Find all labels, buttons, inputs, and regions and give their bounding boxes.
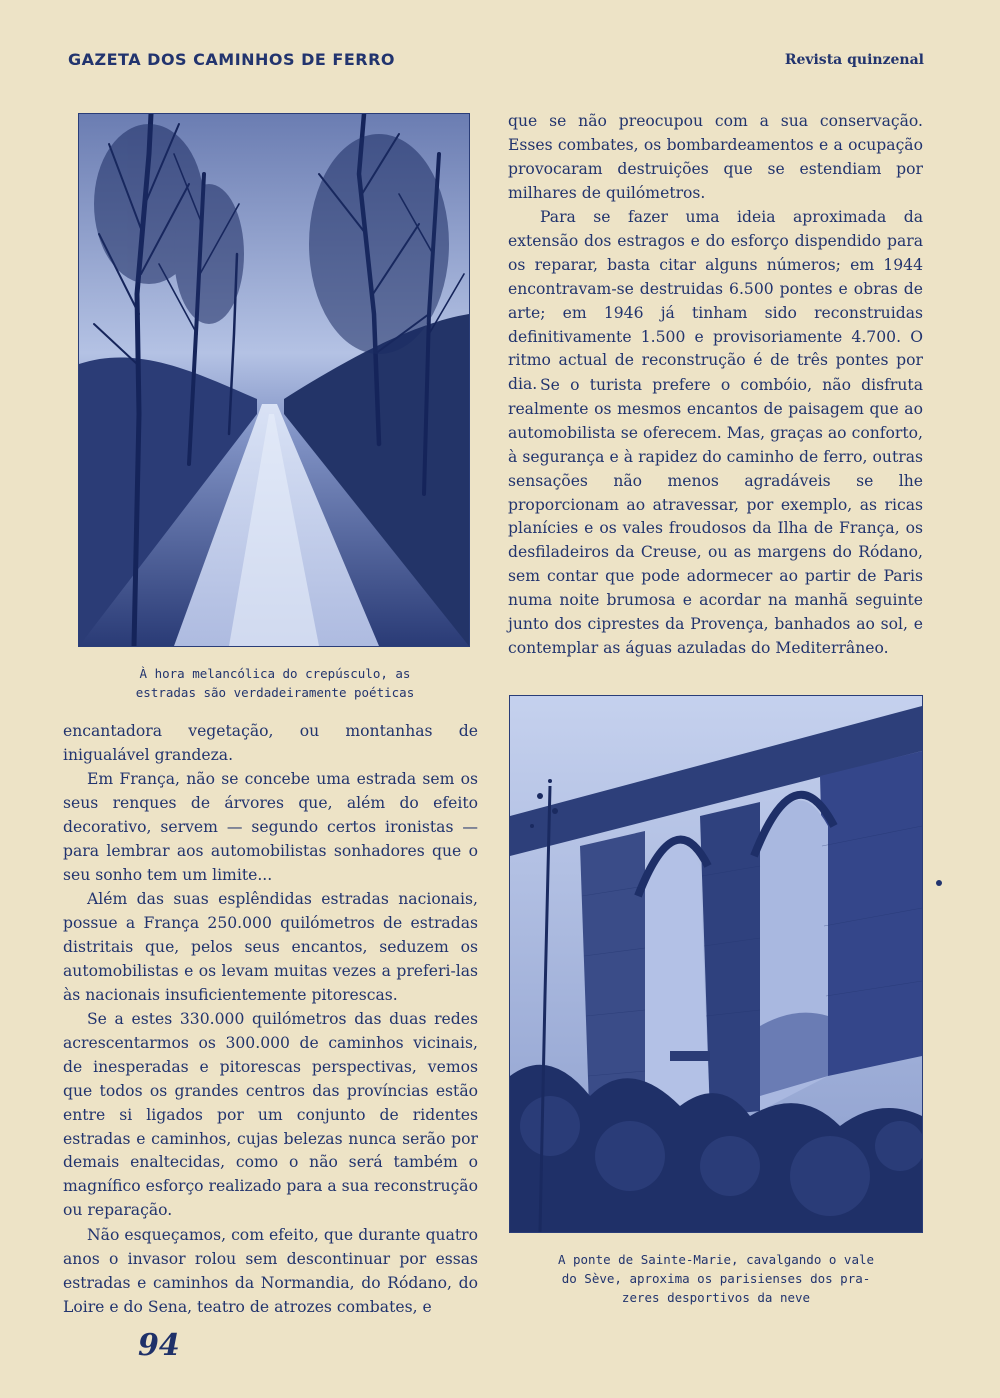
journal-subtitle: Revista quinzenal xyxy=(784,52,924,68)
caption-line: zeres desportivos da neve xyxy=(621,1290,811,1305)
paragraph: que se não preocupou com a sua conservação. Esses combates, os bombardeamentos e a ocupação provocaram destruições que se estendiam por milhares de quilómetros. xyxy=(508,112,923,202)
stone-viaduct-photo xyxy=(510,696,922,1232)
road-at-dusk-photo xyxy=(79,114,469,646)
caption-line: do Sève, aproxima os parisienses dos pra- xyxy=(561,1271,871,1286)
paragraph: Não esqueçamos, com efeito, que durante quatro anos o invasor rolou sem descontinuar por essas estradas e caminhos da Normandia, do Ródano, do Loire e do Sena, teatro de atrozes combates, e xyxy=(63,1226,478,1316)
paragraph: Em França, não se concebe uma estrada sem os seus renques de árvores que, além do efeito decorativo, servem — segundo certos ironistas — para lembrar aos automobilistas sonhadores que o seu sonho tem um limite... xyxy=(63,770,478,884)
paragraph: Se o turista prefere o combóio, não disfruta realmente os mesmos encantos de paisagem que ao automobilista se oferecem. Mas, graças ao conforto, à segurança e à rapidez do caminho de ferro, outras sensações não menos agradáveis se lhe proporcionam ao atravessar, por exemplo, as ricas planícies e os vales froudosos da Ilha de França, os desfiladeiros da Creuse, ou as margens do Ródano, sem contar que pode adormecer ao partir de Paris numa noite brumosa e acordar na manhã seguinte junto dos ciprestes da Provença, banhados ao sol, e contemplar as águas azuladas do Mediterrâneo. xyxy=(508,376,923,657)
page-number: 94 xyxy=(138,1328,180,1363)
photo-caption xyxy=(90,664,460,702)
photo-caption xyxy=(520,1250,912,1307)
paragraph: Para se fazer uma ideia aproximada da extensão dos estragos e do esforço dispendido para os reparar, basta citar alguns números; em 1944 encontravam-se destruidas 6.500 pontes e obras de arte; em 1946 já tinham sido reconstruidas definitivamente 1.500 e provisoriamente 4.700. O ritmo actual de reconstrução é de três pontes por dia. xyxy=(508,208,923,394)
caption-line: estradas são verdadeiramente poéticas xyxy=(135,685,415,700)
ink-speck xyxy=(936,880,942,886)
caption-line: A ponte de Sainte-Marie, cavalgando o vale xyxy=(557,1252,875,1267)
caption-line: À hora melancólica do crepúsculo, as xyxy=(139,666,411,681)
paragraph: encantadora vegetação, ou montanhas de inigualável grandeza. xyxy=(63,722,478,764)
journal-title: GAZETA DOS CAMINHOS DE FERRO xyxy=(68,50,396,69)
paragraph: Se a estes 330.000 quilómetros das duas redes acrescentarmos os 300.000 de caminhos vicinais, de inesperadas e pitorescas perspectivas, vemos que todos os grandes centros das províncias estão entre si ligados por um conjunto de ridentes estradas e caminhos, cujas belezas nunca serão por demais enaltecidas, como o não será também o magnífico esforço realizado para a sua reconstrução ou reparação. xyxy=(63,1010,478,1220)
paragraph: Além das suas esplêndidas estradas nacionais, possue a França 250.000 quilómetros de estradas distritais que, pelos seus encantos, seduzem os automobilistas e os levam muitas vezes a preferi-las às nacionais insuficientemente pitorescas. xyxy=(63,890,478,1004)
